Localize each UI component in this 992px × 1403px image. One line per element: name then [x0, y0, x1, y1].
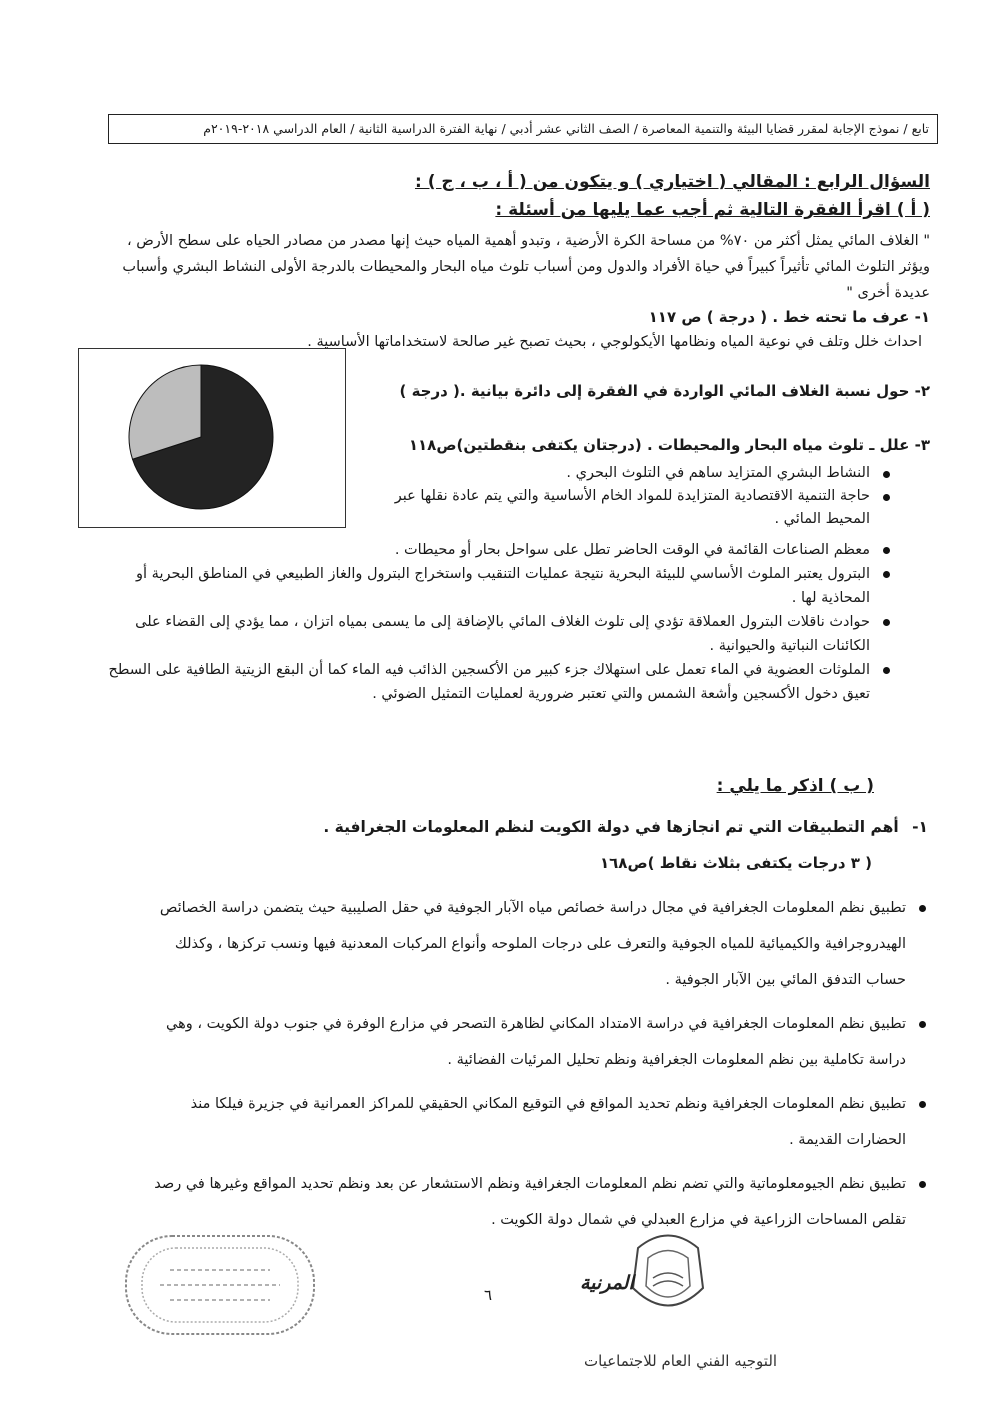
- official-stamp-icon: [120, 1230, 320, 1340]
- pie-chart: [79, 349, 345, 527]
- bullet-icon: [883, 571, 890, 578]
- part-b-question-number: ١-: [912, 818, 928, 836]
- pie-chart-box: [78, 348, 346, 528]
- reason-item: [352, 485, 892, 531]
- reading-paragraph: " الغلاف المائي يمثل أكثر من ٧٠% من مساحة الكرة الأرضية ، وتبدو أهمية المياه حيث إنها مصدر من مصادر الحياه على سطح الأرض ، ويؤثر التلوث المائي تأثيراً كبيراً في حياة الأفراد والدول ومن أسباب تلوث مياه البحار والمحيطات بالدرجة الأولى النشاط البشري وأسباب عديدة أخرى ": [122, 233, 930, 301]
- footer-office: التوجيه الفني العام للاجتماعيات: [584, 1352, 778, 1370]
- part-a-title: ( أ ) اقرأ الفقرة التالية ثم أجب عما يليها من أسئلة :: [495, 200, 930, 220]
- application-item: [138, 1086, 928, 1158]
- header-text: تابع / نموذج الإجابة لمقرر قضايا البيئة والتنمية المعاصرة / الصف الثاني عشر أدبي / نهاية الفترة الدراسية الثانية / العام الدراسي ٢٠١٨-٢٠١٩م: [203, 121, 929, 136]
- reasons-list: [352, 462, 892, 531]
- page-number: ٦: [484, 1286, 493, 1304]
- reason-item: [92, 562, 892, 610]
- reason-item: [92, 658, 892, 706]
- application-text: تطبيق نظم المعلومات الجغرافية في دراسة الامتداد المكاني لظاهرة التصحر في مزارع الوفرة في جنوب دولة الكويت ، وهي دراسة تكاملية بين نظم المعلومات الجغرافية ونظم تحليل المرئيات الفضائية .: [166, 1016, 906, 1068]
- question-3: ٣- علل ـ تلوث مياه البحار والمحيطات . (درجتان يكتفى بنقطتين)ص١١٨: [408, 436, 930, 454]
- application-item: [138, 890, 928, 998]
- bullet-icon: [883, 619, 890, 626]
- part-b-title: ( ب ) اذكر ما يلي :: [716, 776, 874, 796]
- applications-list: [138, 890, 928, 1238]
- question-1: ١- عرف ما تحته خط . ( درجة ) ص ١١٧: [648, 308, 930, 326]
- application-item: [138, 1006, 928, 1078]
- application-item: [138, 1166, 928, 1238]
- part-b-note: ( ٣ درجات يكتفى بثلاث نقاط )ص١٦٨: [599, 854, 872, 872]
- reason-item: [92, 538, 892, 562]
- bullet-icon: [919, 1021, 926, 1028]
- part-b-question-text: أهم التطبيقات التي تم انجازها في دولة الكويت لنظم المعلومات الجغرافية .: [323, 818, 899, 836]
- bullet-icon: [919, 1181, 926, 1188]
- bullet-icon: [919, 1101, 926, 1108]
- bullet-icon: [883, 667, 890, 674]
- application-text: تطبيق نظم الجيومعلوماتية والتي تضم نظم المعلومات الجغرافية ونظم الاستشعار عن بعد ونظم تحديد المواقع وغيرها في رصد تقلص المساحات الزراعية في مزارع العبدلي في شمال دولة الكويت .: [154, 1176, 906, 1228]
- reason-item: [92, 610, 892, 658]
- answer-1: احداث خلل وتلف في نوعية المياه ونظامها الأيكولوجي ، بحيث تصبح غير صالحة لاستخداماتها الأساسية .: [307, 334, 922, 350]
- page-header: [108, 114, 938, 144]
- reasons-list-continued: [92, 538, 892, 706]
- part-b-question-1: [323, 818, 928, 836]
- bullet-icon: [883, 471, 890, 478]
- reason-text: الملوثات العضوية في الماء تعمل على استهلاك جزء كبير من الأكسجين الذائب فيه الماء كما أن البقع الزيتية الطافية على السطح تعيق دخول الأكسجين وأشعة الشمس والتي تعتبر ضرورية لعمليات التمثيل الضوئي .: [108, 662, 870, 702]
- bullet-icon: [883, 547, 890, 554]
- bullet-icon: [919, 905, 926, 912]
- reason-text: البترول يعتبر الملوث الأساسي للبيئة البحرية نتيجة عمليات التنقيب واستخراج البترول والغاز الطبيعي في المناطق البحرية أو المحاذية لها .: [136, 566, 870, 606]
- bullet-icon: [883, 494, 890, 501]
- signature: المرنية: [580, 1272, 634, 1294]
- application-text: تطبيق نظم المعلومات الجغرافية في مجال دراسة خصائص مياه الآبار الجوفية في حقل الصليبية حيث يتضمن دراسة الخصائص الهيدروجرافية والكيميائية للمياه الجوفية والتعرف على درجات الملوحه وأنواع المركبات المعدنية فيها ونسب تركزها ، وكذلك حساب التدفق المائي بين الآبار الجوفية .: [159, 900, 906, 988]
- reason-text: النشاط البشري المتزايد ساهم في التلوث البحري .: [566, 465, 870, 481]
- question-title: السؤال الرابع : المقالي ( اختياري ) و يتكون من ( أ ، ب ، ج ) :: [414, 172, 930, 192]
- reason-item: [352, 462, 892, 485]
- application-text: تطبيق نظم المعلومات الجغرافية ونظم تحديد المواقع في التوقيع المكاني الحقيقي للمراكز العمرانية في جزيرة فيلكا منذ الحضارات القديمة .: [190, 1096, 906, 1148]
- reason-text: حاجة التنمية الاقتصادية المتزايدة للمواد الخام الأساسية والتي يتم عادة نقلها عبر المحيط المائي .: [394, 488, 870, 527]
- reason-text: حوادث ناقلات البترول العملاقة تؤدي إلى تلوث الغلاف المائي بالإضافة إلى ما يسمى بمياه اتزان ، مما يؤدي إلى القضاء على الكائنات النباتية والحيوانية .: [135, 614, 870, 654]
- reason-text: معظم الصناعات القائمة في الوقت الحاضر تطل على سواحل بحار أو محيطات .: [394, 542, 870, 558]
- question-2: ٢- حول نسبة الغلاف المائي الواردة في الفقرة إلى دائرة بيانية .( درجة ): [399, 382, 930, 400]
